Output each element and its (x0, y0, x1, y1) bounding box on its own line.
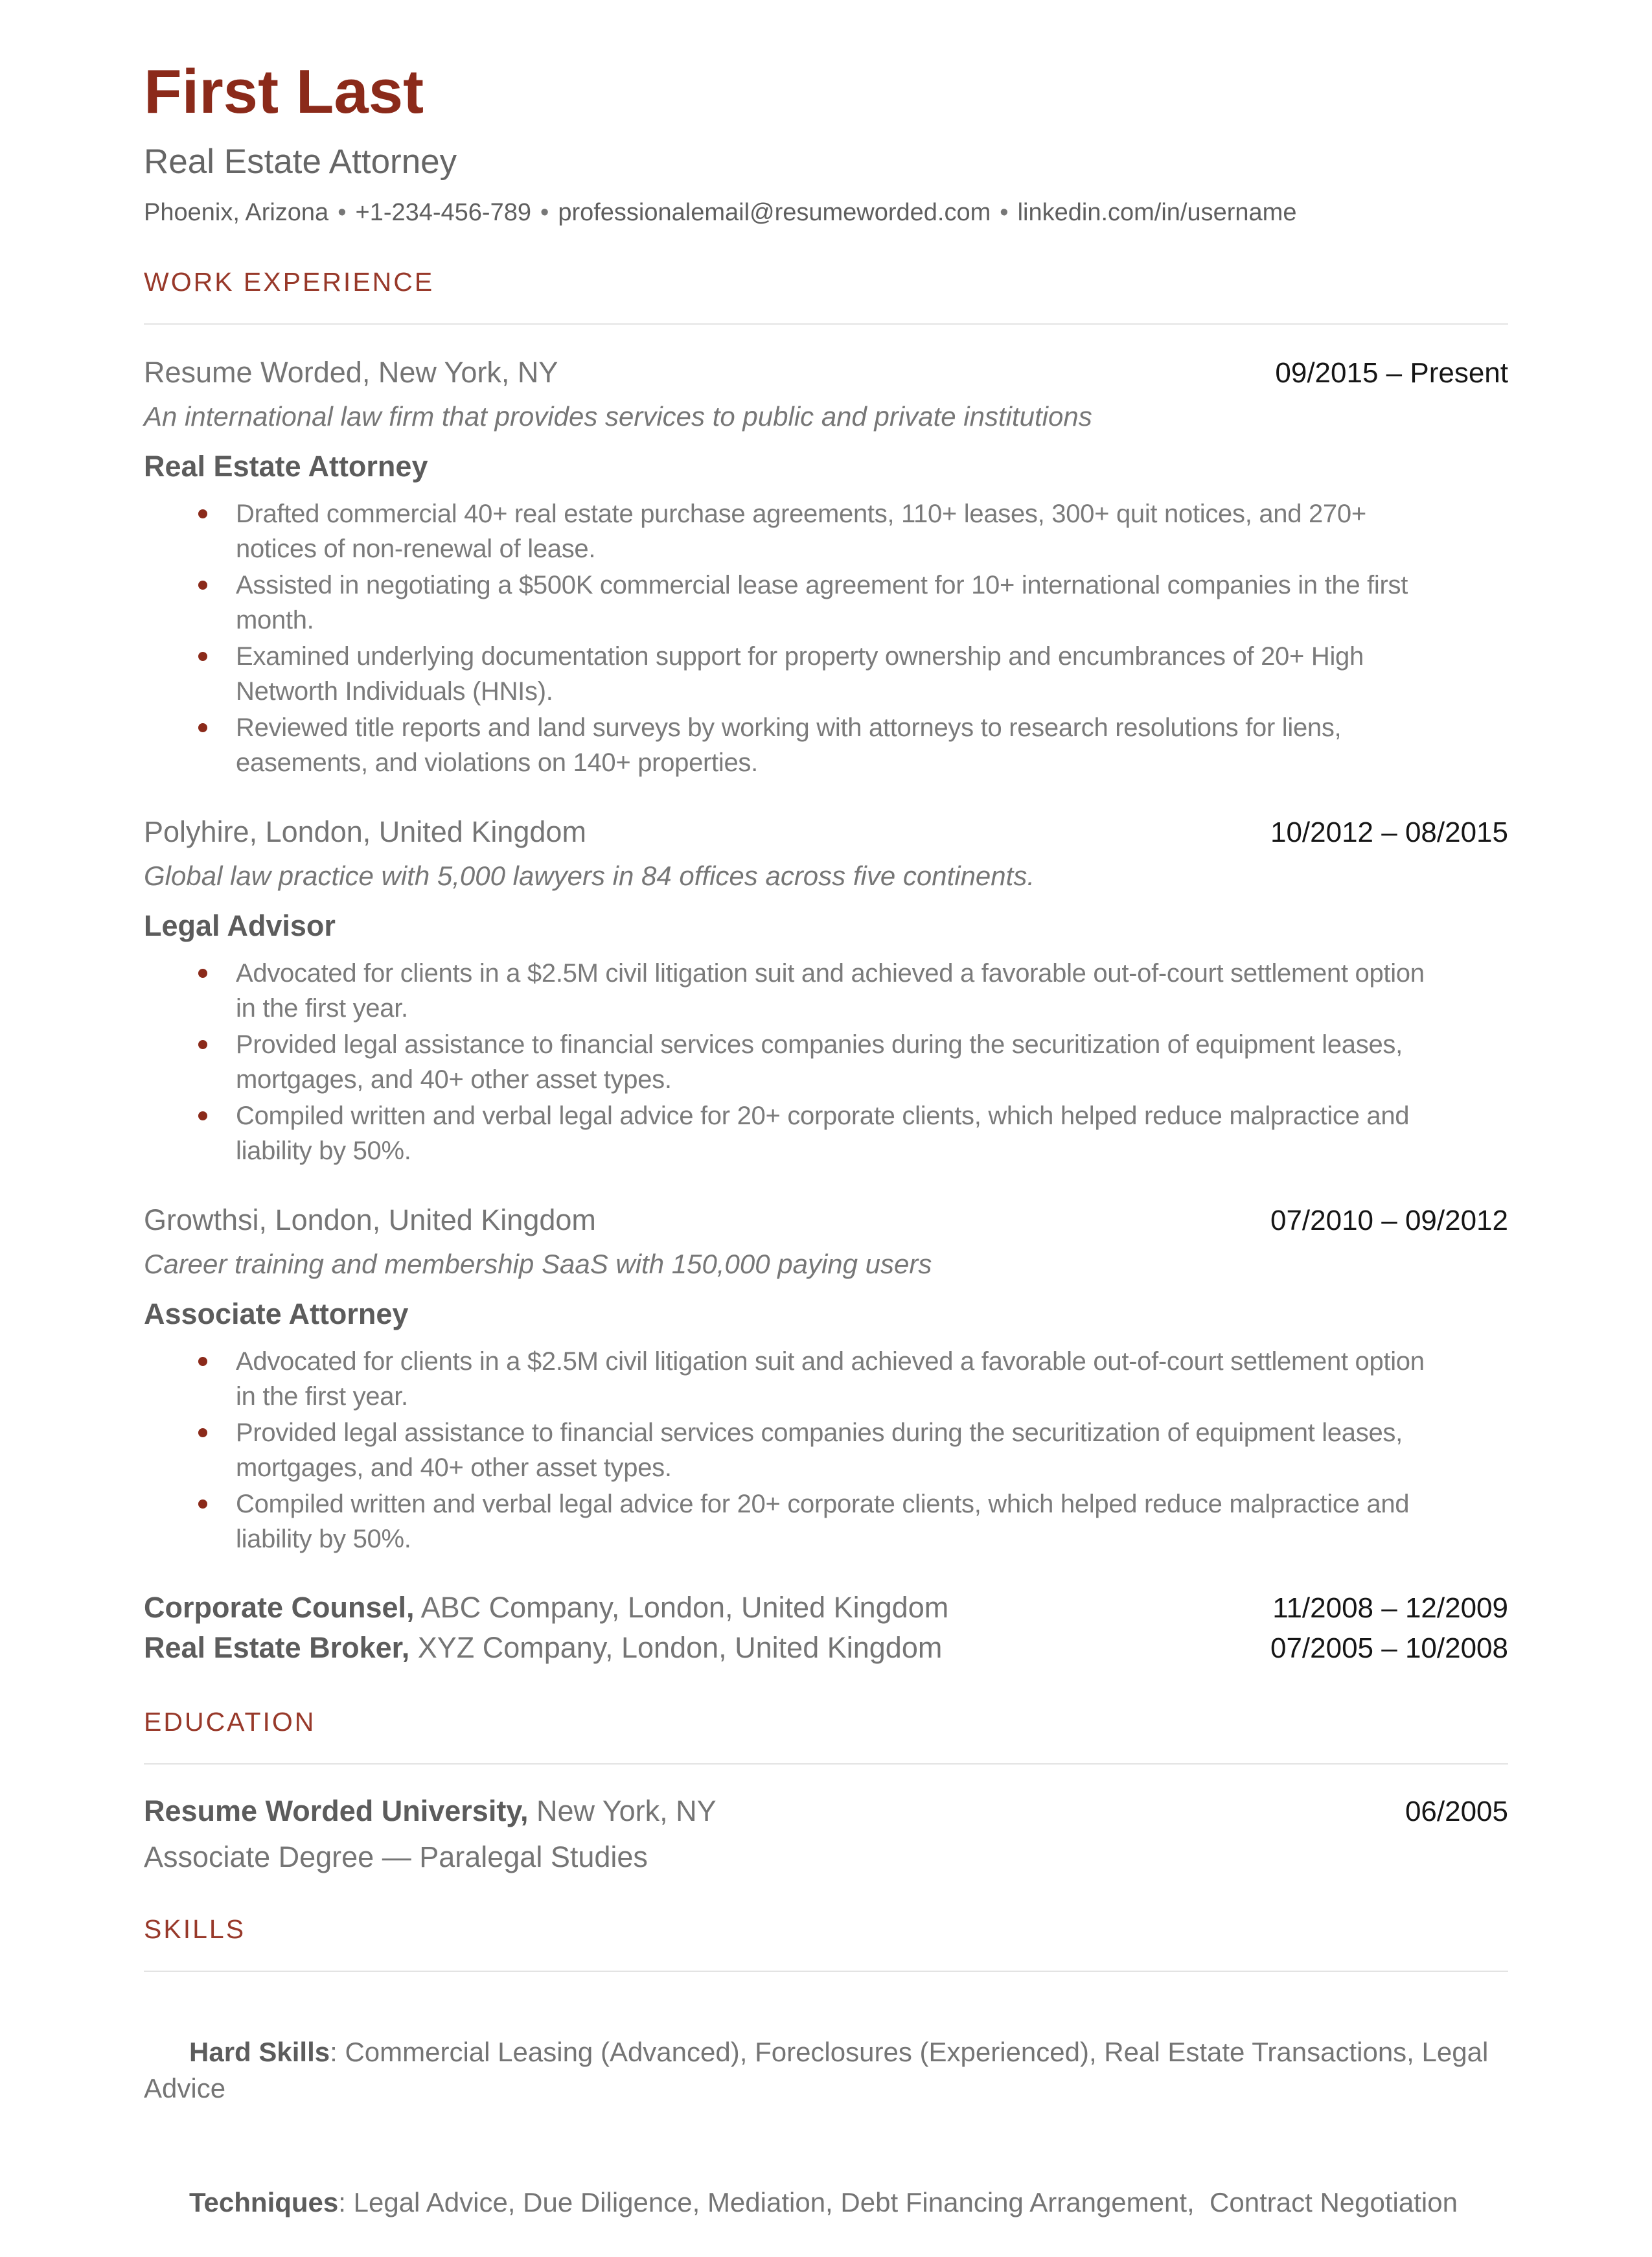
contact-separator: • (1000, 199, 1009, 227)
school-name (144, 1793, 717, 1829)
list-item (144, 1098, 1440, 1168)
bullet-text: Examined underlying documentation support for property ownership and encumbrances of 20+ High Networth Individuals (HNIs). (236, 642, 1364, 706)
degree-line: Associate Degree — Paralegal Studies (144, 1840, 648, 1873)
date-range: 09/2015 – Present (1275, 357, 1508, 389)
list-item (144, 639, 1440, 709)
job-head (144, 354, 1508, 391)
headline-title: Real Estate Attorney (144, 142, 457, 181)
school-location: New York, NY (528, 1794, 717, 1828)
role-company-rest: XYZ Company, London, United Kingdom (409, 1631, 943, 1665)
date-range: 10/2012 – 08/2015 (1270, 816, 1508, 849)
list-item (144, 1027, 1440, 1097)
section-divider (144, 1971, 1508, 1972)
role-company (144, 1628, 942, 1668)
job-head (144, 1202, 1508, 1238)
role-title: Real Estate Broker, (144, 1631, 410, 1665)
compact-role-row (144, 1588, 1508, 1628)
contact-separator: • (540, 199, 549, 227)
skills-category-label: Techniques (189, 2186, 339, 2217)
job-entry-polyhire (144, 814, 1508, 1168)
bullet-text: Provided legal assistance to financial services companies during the securitization of equipment leases, mortgages, and 40+ other asset types. (236, 1418, 1403, 1483)
bullet-text: Compiled written and verbal legal advice for 20+ corporate clients, which helped reduce malpractice and liability by 50%. (236, 1102, 1410, 1166)
skills-heading: SKILLS (144, 1914, 246, 1944)
bullet-dot (198, 1040, 207, 1049)
earlier-roles (144, 1588, 1508, 1668)
job-title: Real Estate Attorney (144, 449, 428, 483)
section-education (144, 1707, 1508, 1875)
list-item (144, 1487, 1440, 1557)
compact-role-row (144, 1628, 1508, 1668)
skills-row-hard-skills (144, 1998, 1508, 2143)
bullet-text: Advocated for clients in a $2.5M civil litigation suit and achieved a favorable out-of-court settlement option in the first year. (236, 959, 1425, 1023)
contact-phone: +1-234-456-789 (355, 199, 531, 227)
list-item (144, 956, 1440, 1026)
school-name-bold: Resume Worded University, (144, 1794, 529, 1828)
work-experience-heading: WORK EXPERIENCE (144, 267, 435, 297)
education-heading: EDUCATION (144, 1707, 316, 1737)
company-location: Resume Worded, New York, NY (144, 356, 558, 389)
job-bullet-list (144, 956, 1508, 1168)
job-bullet-list (144, 496, 1508, 780)
bullet-text: Drafted commercial 40+ real estate purchase agreements, 110+ leases, 300+ quit notices, and 270+ notices of non-renewal of lease. (236, 500, 1366, 564)
section-skills (144, 1914, 1508, 2257)
company-description: Global law practice with 5,000 lawyers in 84 offices across five continents. (144, 861, 1035, 892)
role-company (144, 1588, 948, 1628)
bullet-dot (198, 581, 207, 590)
bullet-text: Assisted in negotiating a $500K commercial lease agreement for 10+ international companies in the first month. (236, 571, 1408, 635)
bullet-text: Compiled written and verbal legal advice for 20+ corporate clients, which helped reduce malpractice and liability by 50%. (236, 1490, 1410, 1554)
skills-row-techniques (144, 2148, 1508, 2257)
date-range: 07/2010 – 09/2012 (1270, 1205, 1508, 1237)
skills-category-values: : Legal Advice, Due Diligence, Mediation, Debt Financing Arrangement, Contract Negotiation (338, 2186, 1458, 2217)
bullet-dot (198, 1428, 207, 1437)
education-entry (144, 1793, 1508, 1829)
section-work-experience (144, 267, 1508, 1668)
contact-line (144, 198, 1508, 228)
role-title: Corporate Counsel, (144, 1591, 415, 1625)
job-title: Associate Attorney (144, 1297, 409, 1330)
skills-category-label: Hard Skills (189, 2036, 330, 2067)
bullet-dot (198, 509, 207, 518)
bullet-text: Advocated for clients in a $2.5M civil litigation suit and achieved a favorable out-of-court settlement option in the first year. (236, 1347, 1425, 1411)
company-description: Career training and membership SaaS with 150,000 paying users (144, 1249, 932, 1280)
job-head (144, 814, 1508, 850)
person-name: First Last (144, 57, 424, 126)
company-location: Growthsi, London, United Kingdom (144, 1203, 596, 1237)
date-range: 06/2005 (1405, 1796, 1508, 1828)
section-divider (144, 323, 1508, 325)
list-item (144, 710, 1440, 780)
role-company-rest: ABC Company, London, United Kingdom (414, 1591, 949, 1625)
list-item (144, 1344, 1440, 1414)
job-bullet-list (144, 1344, 1508, 1557)
contact-location: Phoenix, Arizona (144, 199, 329, 227)
contact-separator: • (338, 199, 347, 227)
job-entry-growthsi (144, 1202, 1508, 1557)
resume-header (144, 57, 1508, 228)
date-range: 07/2005 – 10/2008 (1270, 1632, 1508, 1665)
list-item (144, 496, 1440, 566)
list-item (144, 568, 1440, 638)
bullet-dot (198, 969, 207, 978)
bullet-dot (198, 652, 207, 661)
date-range: 11/2008 – 12/2009 (1272, 1592, 1508, 1625)
bullet-text: Provided legal assistance to financial services companies during the securitization of equipment leases, mortgages, and 40+ other asset types. (236, 1030, 1403, 1094)
contact-linkedin: linkedin.com/in/username (1017, 199, 1297, 227)
list-item (144, 1415, 1440, 1485)
bullet-dot (198, 1357, 207, 1366)
bullet-dot (198, 1111, 207, 1120)
contact-email: professionalemail@resumeworded.com (558, 199, 991, 227)
skills-category-values: : Commercial Leasing (Advanced), Foreclosures (Experienced), Real Estate Transactions, Legal Advice (144, 2036, 1495, 2103)
section-divider (144, 1763, 1508, 1765)
company-description: An international law firm that provides services to public and private institutions (144, 401, 1092, 432)
bullet-dot (198, 723, 207, 732)
bullet-dot (198, 1499, 207, 1509)
job-entry-resume-worded (144, 354, 1508, 780)
job-title: Legal Advisor (144, 909, 336, 942)
bullet-text: Reviewed title reports and land surveys by working with attorneys to research resolutions for liens, easements, and violations on 140+ properties. (236, 713, 1342, 778)
company-location: Polyhire, London, United Kingdom (144, 815, 586, 849)
